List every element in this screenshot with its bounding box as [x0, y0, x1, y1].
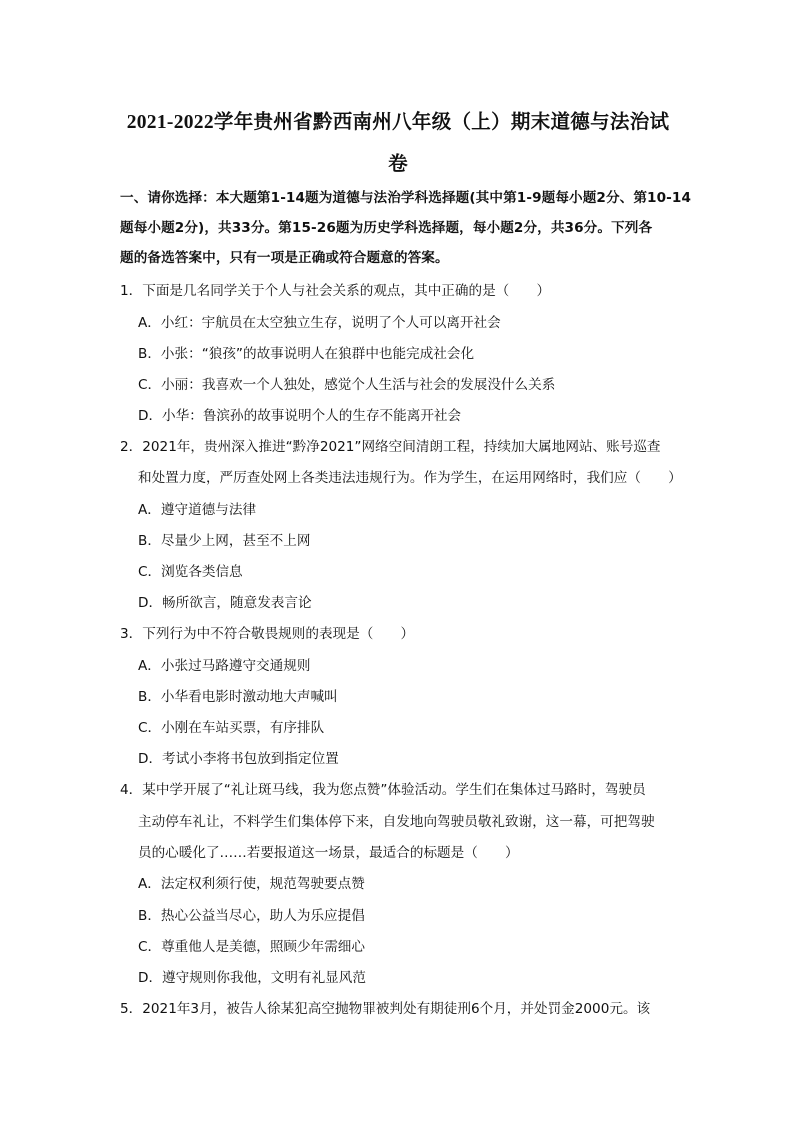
section-instructions-line-3: 题的备选答案中，只有一项是正确或符合题意的答案。: [120, 250, 449, 266]
exam-title-line-2: 卷: [388, 154, 408, 175]
question-4-option-c: C．尊重他人是美德，照顾少年需细心: [138, 939, 365, 955]
section-instructions-line-1: 一、请你选择：本大题第1-14题为道德与法治学科选择题(其中第1-9题每小题2分、第10-14: [120, 190, 692, 206]
question-3-stem: 3．下列行为中不符合敬畏规则的表现是（ ）: [120, 626, 415, 642]
question-2-option-c: C．浏览各类信息: [138, 564, 243, 580]
question-3-option-c: C．小刚在车站买票，有序排队: [138, 720, 325, 736]
question-4-option-b: B．热心公益当尽心，助人为乐应提倡: [138, 908, 365, 924]
question-3-option-a: A．小张过马路遵守交通规则: [138, 658, 311, 674]
question-1-option-d: D．小华：鲁滨孙的故事说明个人的生存不能离开社会: [138, 408, 462, 424]
question-1-option-b: B．小张：“狼孩”的故事说明人在狼群中也能完成社会化: [138, 346, 475, 362]
question-3-option-b: B．小华看电影时激动地大声喊叫: [138, 689, 338, 705]
question-4-stem-continued: 主动停车礼让，不料学生们集体停下来，自发地向驾驶员敬礼致谢，这一幕，可把驾驶: [138, 814, 655, 830]
question-5-stem: 5．2021年3月，被告人徐某犯高空抛物罪被判处有期徒刑6个月，并处罚金2000元。该: [120, 1001, 651, 1017]
question-1-stem: 1．下面是几名同学关于个人与社会关系的观点，其中正确的是（ ）: [120, 283, 551, 299]
question-4-option-d: D．遵守规则你我他，文明有礼显风范: [138, 970, 366, 986]
question-1-option-c: C．小丽：我喜欢一个人独处，感觉个人生活与社会的发展没什么关系: [138, 377, 556, 393]
exam-title-line-1: 2021-2022学年贵州省黔西南州八年级（上）期末道德与法治试: [126, 112, 670, 133]
question-2-stem-continued: 和处置力度，严厉查处网上各类违法违规行为。作为学生，在运用网络时，我们应（ ）: [138, 470, 682, 486]
question-4-option-a: A．法定权利须行使，规范驾驶要点赞: [138, 876, 365, 892]
question-2-option-b: B．尽量少上网，甚至不上网: [138, 533, 311, 549]
question-3-option-d: D．考试小李将书包放到指定位置: [138, 751, 339, 767]
question-2-option-a: A．遵守道德与法律: [138, 502, 257, 518]
section-instructions-line-2: 题每小题2分)，共33分。第15-26题为历史学科选择题，每小题2分，共36分。下列各: [120, 220, 653, 236]
question-2-option-d: D．畅所欲言，随意发表言论: [138, 595, 312, 611]
question-4-stem-continued-2: 员的心暖化了……若要报道这一场景，最适合的标题是（ ）: [138, 845, 519, 861]
question-1-option-a: A．小红：宇航员在太空独立生存，说明了个人可以离开社会: [138, 315, 501, 331]
question-2-stem: 2．2021年，贵州深入推进“黔净2021”网络空间清朗工程，持续加大属地网站、账号巡查: [120, 439, 661, 455]
question-4-stem: 4．某中学开展了“礼让斑马线，我为您点赞”体验活动。学生们在集体过马路时，驾驶员: [120, 782, 646, 798]
